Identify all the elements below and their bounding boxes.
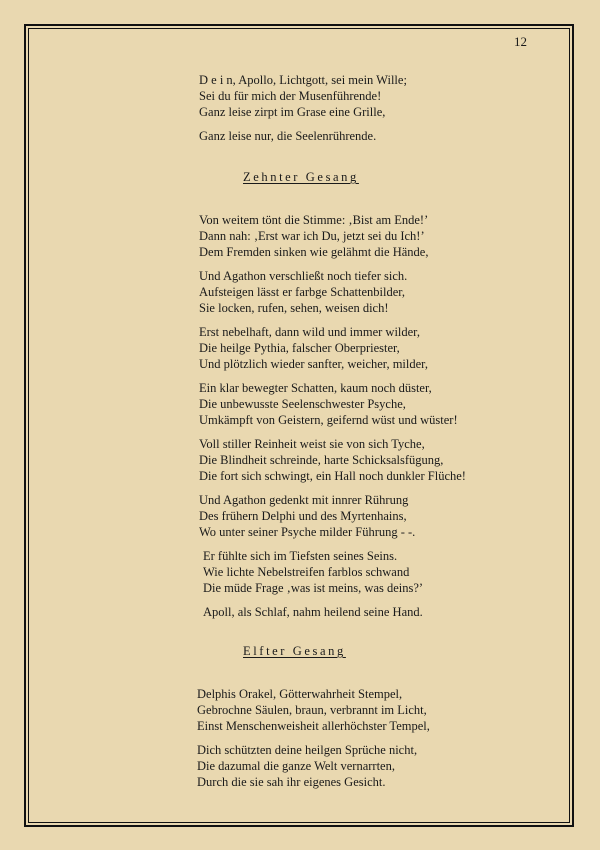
poem-line: Erst nebelhaft, dann wild und immer wilder, bbox=[199, 325, 420, 339]
poem-line: Dem Fremden sinken wie gelähmt die Hände, bbox=[199, 245, 429, 259]
poem-line: Die Blindheit schreinde, harte Schicksalsfügung, bbox=[199, 453, 444, 467]
poem-line: Und plötzlich wieder sanfter, weicher, milder, bbox=[199, 357, 428, 371]
poem-line: Die dazumal die ganze Welt vernarrten, bbox=[197, 759, 395, 773]
poem-line: Delphis Orakel, Götterwahrheit Stempel, bbox=[197, 687, 403, 701]
section-heading: Zehnter Gesang bbox=[243, 170, 359, 184]
poem-line: Des frühern Delphi und des Myrtenhains, bbox=[199, 509, 407, 523]
poem-line: Sie locken, rufen, sehen, weisen dich! bbox=[199, 301, 389, 315]
poem-line: Die müde Frage ‚was ist meins, was deins?’ bbox=[203, 581, 424, 595]
poem-line: Ein klar bewegter Schatten, kaum noch düster, bbox=[199, 381, 432, 395]
page-number: 12 bbox=[514, 34, 527, 49]
poem-line: D e i n, Apollo, Lichtgott, sei mein Wille; bbox=[199, 73, 407, 87]
poem-line: Die heilge Pythia, falscher Oberpriester, bbox=[199, 341, 400, 355]
poem-line: Dann nah: ‚Erst war ich Du, jetzt sei du Ich!’ bbox=[199, 229, 425, 243]
poem-line: Wie lichte Nebelstreifen farblos schwand bbox=[203, 565, 410, 579]
poem-line: Einst Menschenweisheit allerhöchster Tempel, bbox=[197, 719, 430, 733]
poem-line: Umkämpft von Geistern, geifernd wüst und wüster! bbox=[199, 413, 458, 427]
poem-line: Dich schützten deine heilgen Sprüche nicht, bbox=[197, 743, 418, 757]
poem-line: Ganz leise zirpt im Grase eine Grille, bbox=[199, 105, 386, 119]
poem-line: Er fühlte sich im Tiefsten seines Seins. bbox=[203, 549, 398, 563]
poem-line: Sei du für mich der Musenführende! bbox=[199, 89, 382, 103]
poem-line: Und Agathon verschließt noch tiefer sich. bbox=[199, 269, 408, 283]
poem-line: Aufsteigen lässt er farbge Schattenbilder, bbox=[199, 285, 406, 299]
poem-line: Die unbewusste Seelenschwester Psyche, bbox=[199, 397, 406, 411]
poem-line: Gebrochne Säulen, braun, verbrannt im Licht, bbox=[197, 703, 427, 717]
section-heading: Elfter Gesang bbox=[243, 644, 346, 658]
poem-line: Von weitem tönt die Stimme: ‚Bist am Ende!’ bbox=[199, 213, 429, 227]
poem-line: Die fort sich schwingt, ein Hall noch dunkler Flüche! bbox=[199, 469, 466, 483]
poem-line: Wo unter seiner Psyche milder Führung - -. bbox=[199, 525, 416, 539]
poem-line: Apoll, als Schlaf, nahm heilend seine Hand. bbox=[203, 605, 423, 619]
poem-line: Ganz leise nur, die Seelenrührende. bbox=[199, 129, 377, 143]
poem-line: Und Agathon gedenkt mit innrer Rührung bbox=[199, 493, 409, 507]
poem-line: Durch die sie sah ihr eigenes Gesicht. bbox=[197, 775, 386, 789]
poem-line: Voll stiller Reinheit weist sie von sich Tyche, bbox=[199, 437, 425, 451]
